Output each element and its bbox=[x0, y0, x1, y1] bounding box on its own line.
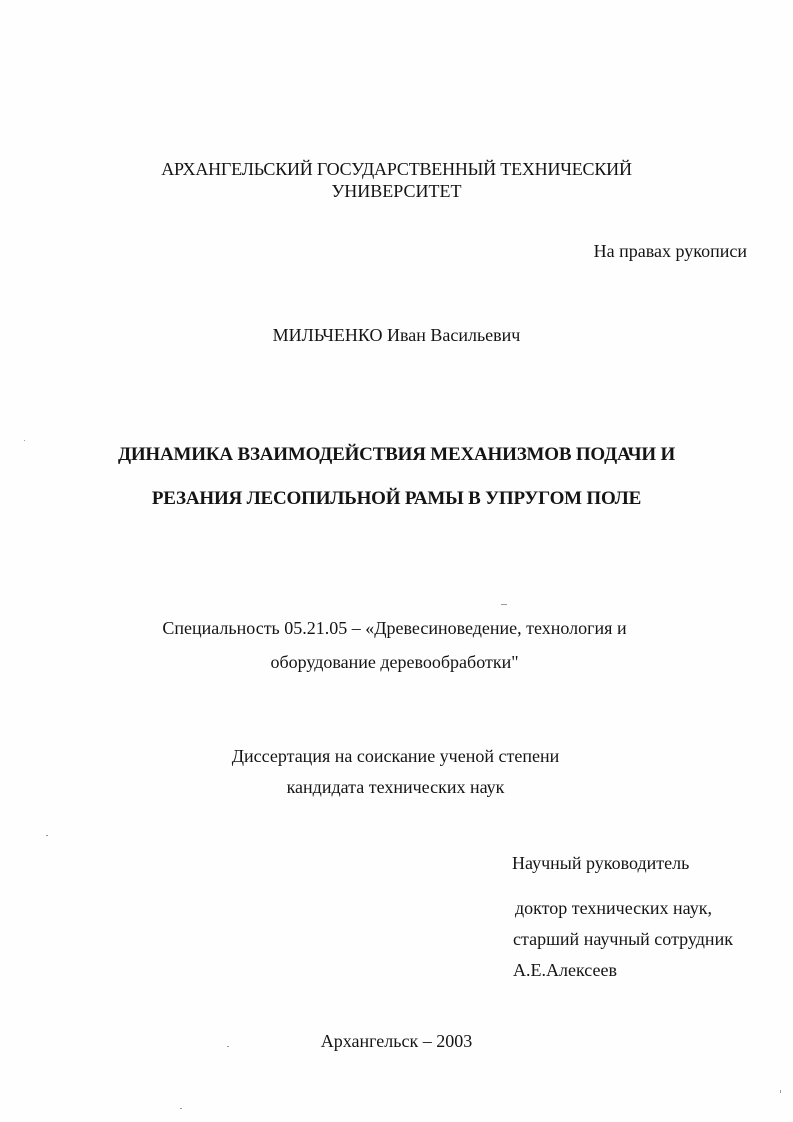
degree-line-2: кандидата технических наук bbox=[286, 777, 505, 797]
university-name-line-1: АРХАНГЕЛЬСКИЙ ГОСУДАРСТВЕННЫЙ ТЕХНИЧЕСКИЙ bbox=[161, 159, 632, 179]
dissertation-title-line-1: ДИНАМИКА ВЗАИМОДЕЙСТВИЯ МЕХАНИЗМОВ ПОДАЧИ И bbox=[117, 444, 676, 465]
supervisor-position: старший научный сотрудник bbox=[513, 929, 733, 949]
dissertation-title-line-2: РЕЗАНИЯ ЛЕСОПИЛЬНОЙ РАМЫ В УПРУГОМ ПОЛЕ bbox=[151, 488, 642, 509]
author-name: МИЛЬЧЕНКО Иван Васильевич bbox=[272, 325, 521, 345]
place-and-year: Архангельск – 2003 bbox=[320, 1031, 473, 1051]
scan-speck bbox=[180, 1108, 182, 1109]
university-name-line-2: УНИВЕРСИТЕТ bbox=[331, 181, 462, 201]
specialty-line-2: оборудование деревообработки" bbox=[270, 652, 519, 672]
scan-speck bbox=[46, 835, 48, 836]
manuscript-note: На правах рукописи bbox=[593, 241, 747, 261]
scan-speck bbox=[24, 440, 25, 441]
supervisor-degree: доктор технических наук, bbox=[515, 898, 712, 918]
scan-speck bbox=[227, 1046, 229, 1047]
scan-speck bbox=[501, 604, 507, 605]
degree-line-1: Диссертация на соискание ученой степени bbox=[231, 746, 560, 766]
scan-speck bbox=[780, 1090, 781, 1093]
specialty-line-1: Специальность 05.21.05 – «Древесиноведение, технология и bbox=[162, 618, 627, 638]
supervisor-heading: Научный руководитель bbox=[512, 853, 690, 873]
supervisor-name: А.Е.Алексеев bbox=[513, 960, 617, 980]
